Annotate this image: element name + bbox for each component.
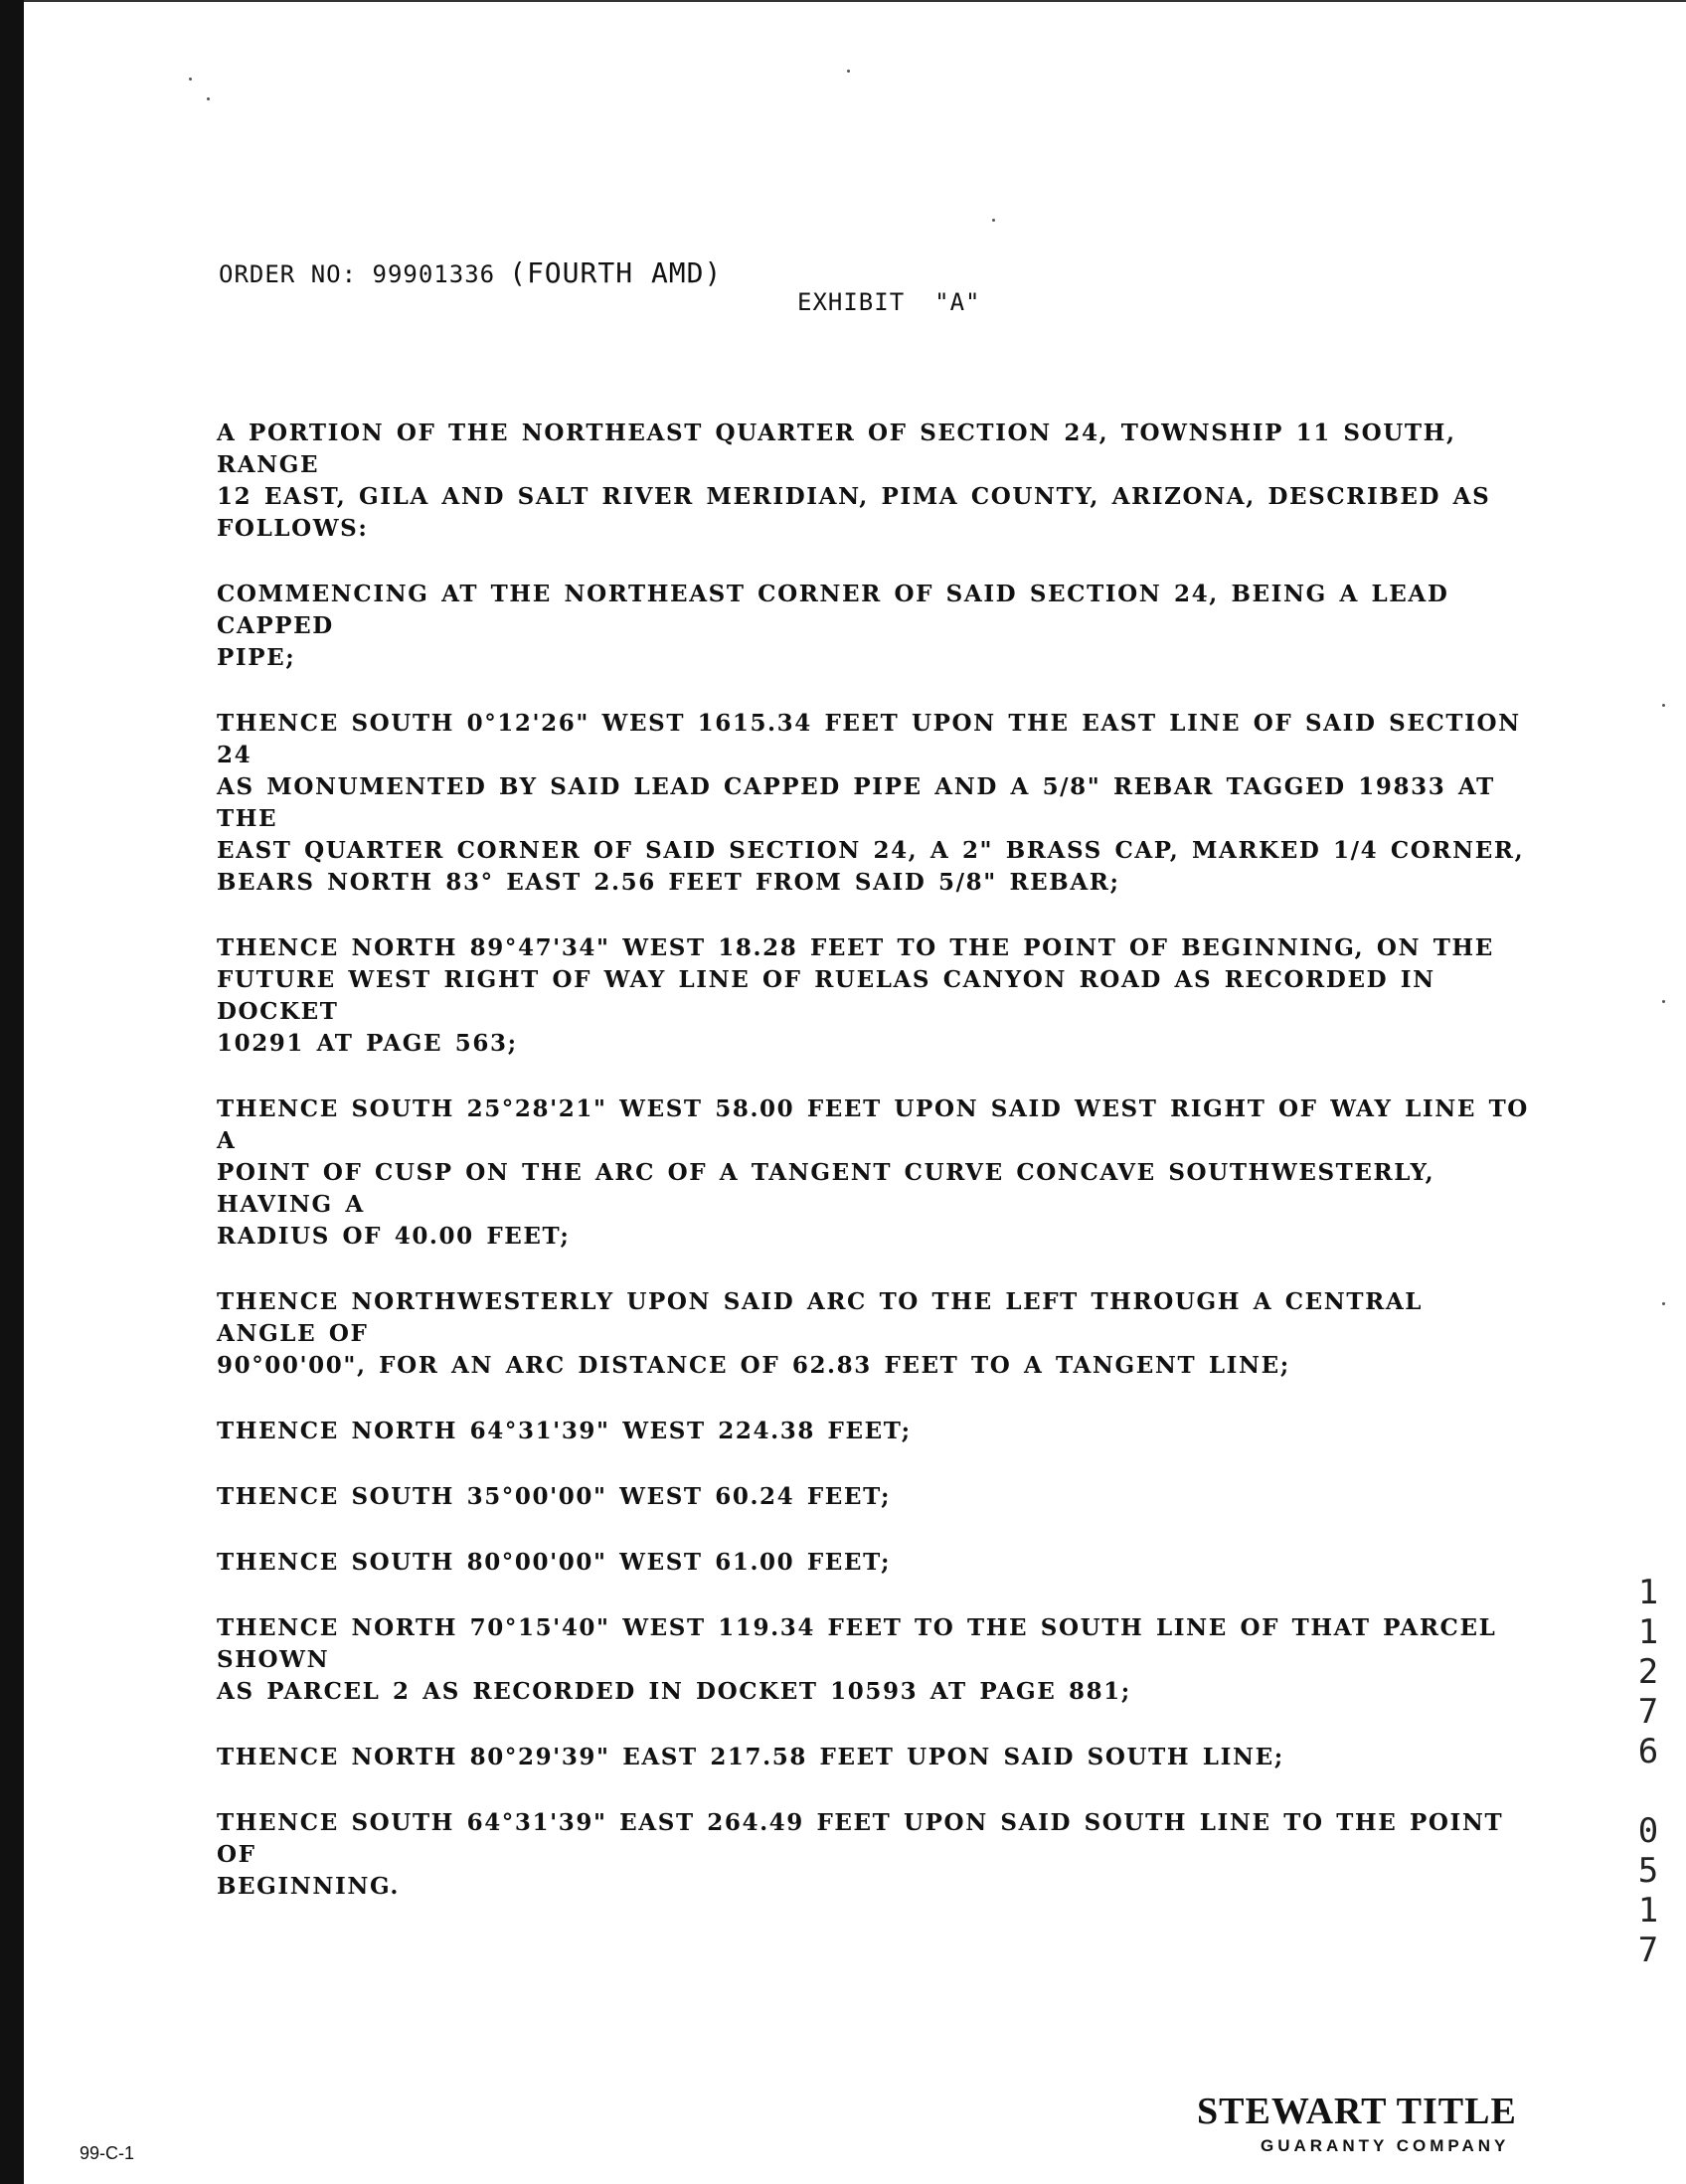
company-logo-name: STEWART TITLE <box>1197 2091 1517 2132</box>
paragraph-course-10: THENCE SOUTH 64°31'39" EAST 264.49 FEET UPON SAID SOUTH LINE TO THE POINT OF BEGINNING. <box>217 1809 1504 1900</box>
stamp-digit: 0 <box>1637 1811 1659 1851</box>
page-left-edge <box>0 0 24 2184</box>
paragraph-course-7: THENCE SOUTH 80°00'00" WEST 61.00 FEET; <box>217 1549 892 1576</box>
stamp-digit: 7 <box>1637 1931 1659 1970</box>
order-amendment: (FOURTH AMD) <box>509 256 723 289</box>
scan-speck <box>1662 704 1665 707</box>
order-number-line <box>219 256 722 289</box>
order-number: ORDER NO: 99901336 <box>219 260 496 288</box>
recording-stamp-number <box>1636 1573 1660 1970</box>
stamp-gap <box>1636 1771 1660 1811</box>
scan-speck <box>1662 1302 1665 1305</box>
paragraph-course-1: THENCE SOUTH 0°12'26" WEST 1615.34 FEET UPON THE EAST LINE OF SAID SECTION 24 AS MONUMENTED BY SAID LEAD CAPPED PIPE AND A 5/8" REBAR TAGGED 19833 AT THE EAST QUARTER CORNER OF SAID SECTION 24, A 2" BRASS CAP, MARKED 1/4 CORNER, BEARS NORTH 83° EAST 2.56 FEET FROM SAID 5/8" REBAR; <box>217 710 1525 896</box>
stamp-digit: 1 <box>1637 1891 1659 1931</box>
paragraph-commencing: COMMENCING AT THE NORTHEAST CORNER OF SAID SECTION 24, BEING A LEAD CAPPED PIPE; <box>217 581 1449 671</box>
paragraph-course-5: THENCE NORTH 64°31'39" WEST 224.38 FEET; <box>217 1418 912 1444</box>
scan-speck <box>207 97 210 100</box>
scan-speck <box>992 219 995 222</box>
stamp-digit: 6 <box>1637 1732 1659 1771</box>
company-logo-subtitle: GUARANTY COMPANY <box>1261 2136 1510 2155</box>
page-top-edge <box>0 0 1686 2</box>
stamp-digit: 1 <box>1637 1612 1659 1652</box>
exhibit-mark: "A" <box>934 288 981 316</box>
scan-speck <box>1662 1000 1665 1003</box>
stamp-digit: 5 <box>1637 1851 1659 1891</box>
paragraph-course-2: THENCE NORTH 89°47'34" WEST 18.28 FEET TO THE POINT OF BEGINNING, ON THE FUTURE WEST RIGHT OF WAY LINE OF RUELAS CANYON ROAD AS RECORDED IN DOCKET 10291 AT PAGE 563; <box>217 934 1494 1057</box>
scan-speck <box>189 78 192 81</box>
exhibit-heading <box>797 288 981 316</box>
paragraph-course-6: THENCE SOUTH 35°00'00" WEST 60.24 FEET; <box>217 1483 892 1510</box>
form-code: 99-C-1 <box>80 2143 135 2163</box>
paragraph-portion: A PORTION OF THE NORTHEAST QUARTER OF SECTION 24, TOWNSHIP 11 SOUTH, RANGE 12 EAST, GILA AND SALT RIVER MERIDIAN, PIMA COUNTY, ARIZONA, DESCRIBED AS FOLLOWS: <box>217 420 1491 542</box>
exhibit-label: EXHIBIT <box>797 288 906 316</box>
stamp-digit: 7 <box>1637 1692 1659 1732</box>
paragraph-course-3: THENCE SOUTH 25°28'21" WEST 58.00 FEET UPON SAID WEST RIGHT OF WAY LINE TO A POINT OF CUSP ON THE ARC OF A TANGENT CURVE CONCAVE SOUTHWESTERLY, HAVING A RADIUS OF 40.00 FEET; <box>217 1095 1529 1250</box>
scan-speck <box>847 70 850 73</box>
paragraph-course-9: THENCE NORTH 80°29'39" EAST 217.58 FEET UPON SAID SOUTH LINE; <box>217 1744 1284 1770</box>
paragraph-course-8: THENCE NORTH 70°15'40" WEST 119.34 FEET TO THE SOUTH LINE OF THAT PARCEL SHOWN AS PARCEL 2 AS RECORDED IN DOCKET 10593 AT PAGE 881; <box>217 1614 1497 1705</box>
stamp-digit: 1 <box>1637 1573 1659 1612</box>
legal-description <box>217 418 1529 1936</box>
paragraph-course-4: THENCE NORTHWESTERLY UPON SAID ARC TO THE LEFT THROUGH A CENTRAL ANGLE OF 90°00'00", FOR AN ARC DISTANCE OF 62.83 FEET TO A TANGENT LINE; <box>217 1288 1424 1379</box>
stamp-digit: 2 <box>1637 1652 1659 1692</box>
